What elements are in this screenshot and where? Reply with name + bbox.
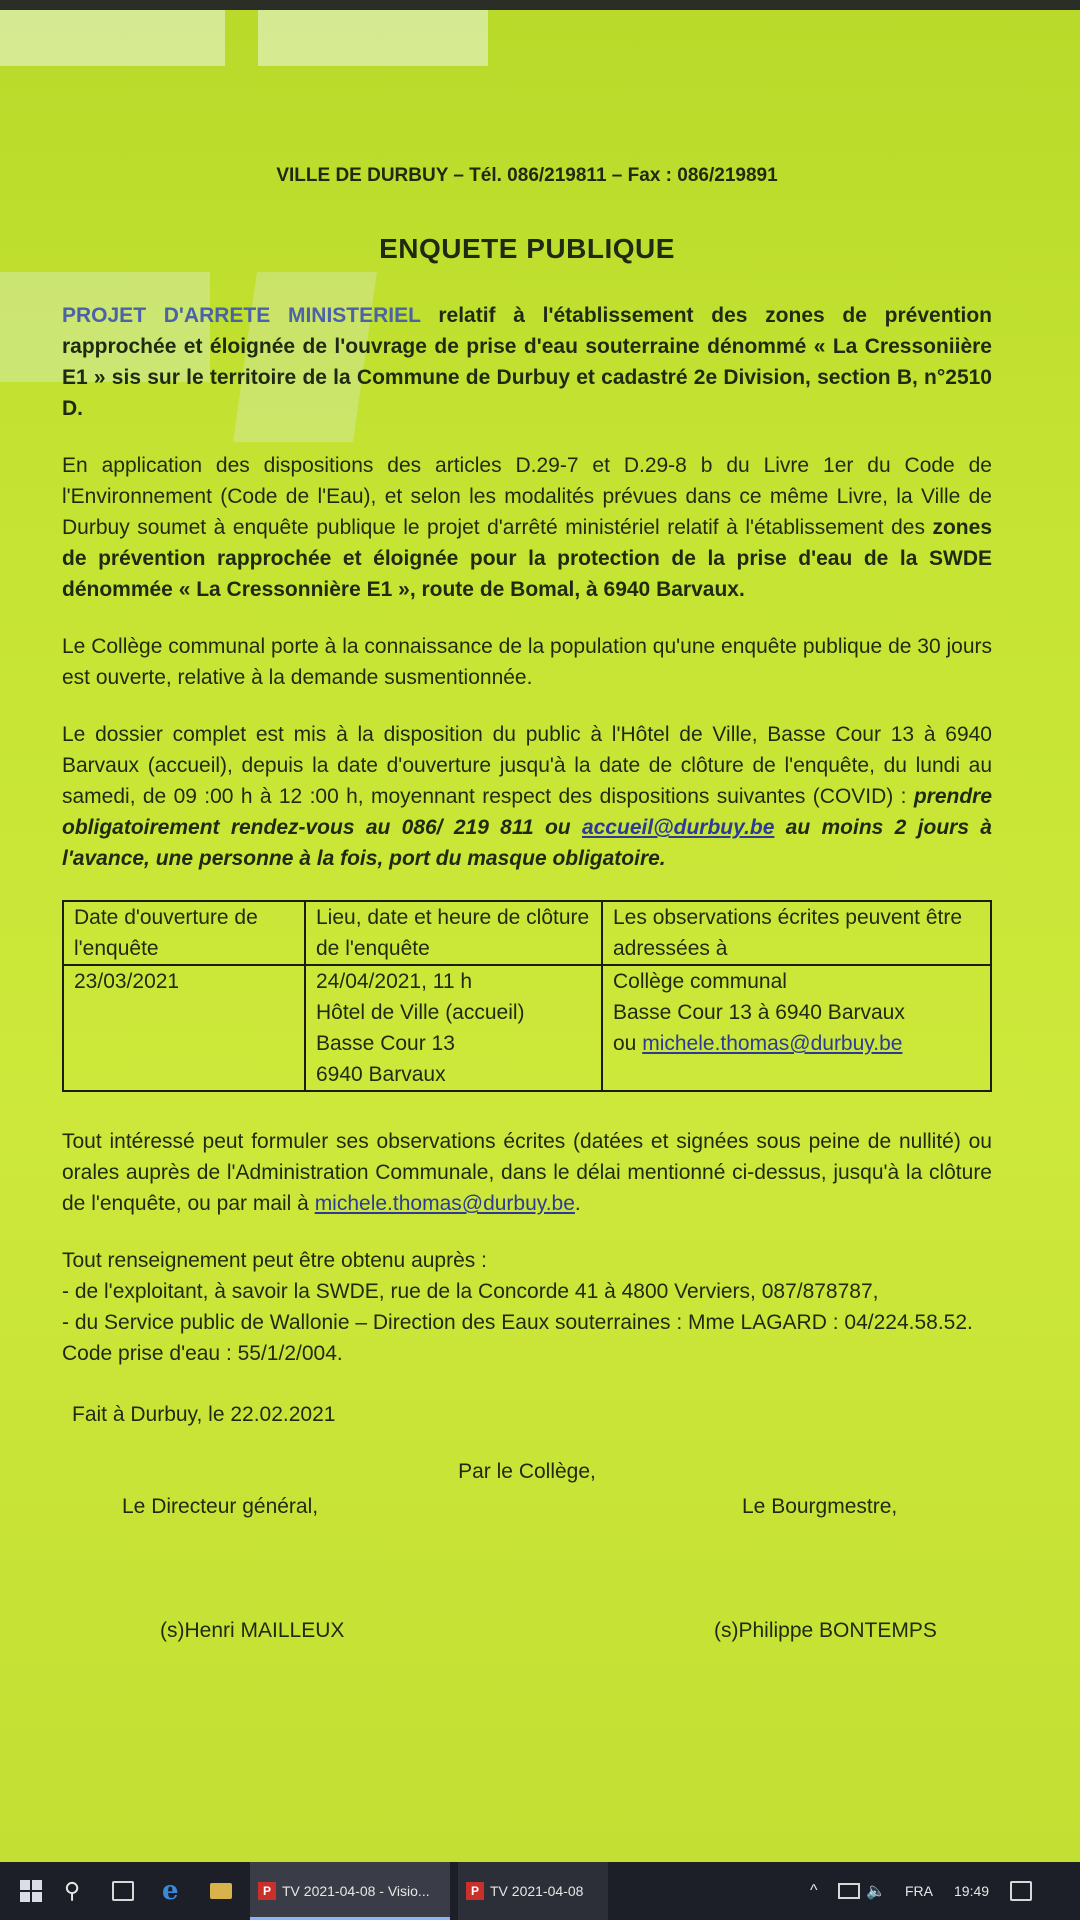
reflection: [0, 10, 225, 66]
table-cell-address: [602, 965, 991, 1091]
info-block: [62, 1245, 992, 1369]
covid-text: prendre obligatoirement rendez-vous au 086/ 219 811 ou: [62, 785, 992, 839]
taskbar-app-slideshow[interactable]: [458, 1862, 608, 1920]
paragraph-application: [62, 450, 992, 605]
info-line: - de l'exploitant, à savoir la SWDE, rue de la Concorde 41 à 4800 Verviers, 087/878787,: [62, 1280, 879, 1303]
cell-prefix: ou: [613, 1032, 643, 1055]
table-header-cell: Les observations écrites peuvent être adressées à: [602, 901, 991, 965]
task-view-icon[interactable]: [112, 1862, 134, 1920]
director-title: Le Directeur général,: [122, 1495, 319, 1518]
dossier-text: Le dossier complet est mis à la disposition du public à l'Hôtel de Ville, Basse Cour 13 à 6940 Barvaux (accueil), depuis la date d'ouverture jusqu'à la date de clôture de l'enquête, du lundi au samedi, de 09 :00 h à 12 :00 h, moyennant respect des dispositions suivantes (COVID) :: [62, 723, 992, 808]
clock[interactable]: 19:49: [954, 1883, 990, 1899]
project-label: PROJET D'ARRETE MINISTERIEL: [62, 304, 421, 327]
language-indicator[interactable]: FRA: [905, 1883, 933, 1899]
info-line: - du Service public de Wallonie – Direction des Eaux souterraines : Mme LAGARD : 04/224.58.52.: [62, 1311, 973, 1334]
application-bold-text: zones de prévention rapprochée et éloignée pour la protection de la prise d'eau de la SWDE dénommée « La Cressonnière E1 », route de Bomal, à 6940 Barvaux.: [62, 516, 992, 601]
powerpoint-icon: P: [466, 1882, 484, 1900]
volume-icon[interactable]: 🔈: [866, 1883, 886, 1900]
search-icon[interactable]: ⚲: [64, 1878, 81, 1903]
cell-line: Collège communal: [613, 970, 787, 993]
windows-start-icon[interactable]: [20, 1880, 42, 1902]
table-cell-opening-date: 23/03/2021: [63, 965, 305, 1091]
enquiry-table: [62, 900, 992, 1092]
reflection: [258, 10, 488, 66]
info-line: Code prise d'eau : 55/1/2/004.: [62, 1342, 343, 1365]
par-le-college: Par le Collège,: [458, 1460, 596, 1483]
project-text: relatif à l'établissement des zones de prévention rapprochée et éloignée de l'ouvrage de prise d'eau souterraine dénommé « La Cressoniière E1 » sis sur le territoire de la Commune de Durbuy et cadastré 2e Division, section B, n°2510 D.: [62, 304, 993, 420]
notice-title: ENQUETE PUBLIQUE: [379, 233, 675, 264]
powerpoint-icon: P: [258, 1882, 276, 1900]
observations-text: Tout intéressé peut formuler ses observations écrites (datées et signées sous peine de nullité) ou orales auprès de l'Administration Communale, dans le délai mentionné ci-dessus, jusqu'à la clôture de l'enquête, ou par mail à: [62, 1130, 992, 1215]
paragraph-observations: [62, 1126, 992, 1219]
chevron-up-icon[interactable]: ^: [810, 1882, 818, 1899]
table-cell-closing: [305, 965, 602, 1091]
director-name: (s)Henri MAILLEUX: [160, 1619, 345, 1642]
public-notice-document: [62, 130, 992, 1655]
accueil-email-link[interactable]: accueil@durbuy.be: [581, 816, 775, 839]
application-text: En application des dispositions des articles D.29-7 et D.29-8 b du Livre 1er du Code de l'Environnement (Code de l'Eau), et selon les modalités prévues dans ce même Livre, la Ville de Durbuy soumet à enquête publique le projet d'arrêté ministériel relatif à l'établissement des: [62, 454, 992, 539]
thomas-email-link[interactable]: michele.thomas@durbuy.be: [642, 1032, 903, 1055]
cell-line: 6940 Barvaux: [316, 1063, 446, 1086]
signature-titles: [62, 1491, 992, 1531]
table-header-cell: Lieu, date et heure de clôture de l'enquête: [305, 901, 602, 965]
paragraph-dossier: [62, 719, 992, 874]
observations-end: .: [574, 1192, 581, 1215]
table-row: [63, 901, 991, 965]
thomas-email-link-2[interactable]: michele.thomas@durbuy.be: [314, 1192, 575, 1215]
cell-line: Basse Cour 13: [316, 1032, 455, 1055]
file-explorer-icon[interactable]: [210, 1862, 232, 1920]
covid-text-end: au moins 2 jours à l'avance, une personne à la fois, port du masque obligatoire.: [62, 816, 992, 870]
signature-names: [62, 1615, 992, 1655]
network-icon[interactable]: [838, 1862, 860, 1920]
notice-header: VILLE DE DURBUY – Tél. 086/219811 – Fax : 086/219891: [276, 165, 778, 186]
table-row: [63, 965, 991, 1091]
cell-line: Hôtel de Ville (accueil): [316, 1001, 525, 1024]
notification-icon[interactable]: [1010, 1862, 1032, 1920]
mayor-name: (s)Philippe BONTEMPS: [714, 1619, 937, 1642]
paragraph-project: [62, 300, 992, 424]
signed-place-date: Fait à Durbuy, le 22.02.2021: [72, 1403, 336, 1426]
taskbar-app-label: TV 2021-04-08 - Visio...: [282, 1883, 430, 1899]
cell-line: Basse Cour 13 à 6940 Barvaux: [613, 1001, 905, 1024]
display-screen: [0, 10, 1080, 1862]
windows-taskbar: [0, 1862, 1080, 1920]
taskbar-app-powerpoint[interactable]: [250, 1862, 450, 1920]
cell-line: 24/04/2021, 11 h: [316, 970, 473, 993]
info-line: Tout renseignement peut être obtenu auprès :: [62, 1249, 487, 1272]
cell-line: [613, 1028, 980, 1059]
table-header-cell: Date d'ouverture de l'enquête: [63, 901, 305, 965]
edge-browser-icon[interactable]: e: [162, 1876, 179, 1906]
paragraph-college: Le Collège communal porte à la connaissance de la population qu'une enquête publique de 30 jours est ouverte, relative à la demande susmentionnée.: [62, 635, 992, 689]
taskbar-app-label: TV 2021-04-08: [490, 1883, 584, 1899]
mayor-title: Le Bourgmestre,: [742, 1495, 898, 1518]
